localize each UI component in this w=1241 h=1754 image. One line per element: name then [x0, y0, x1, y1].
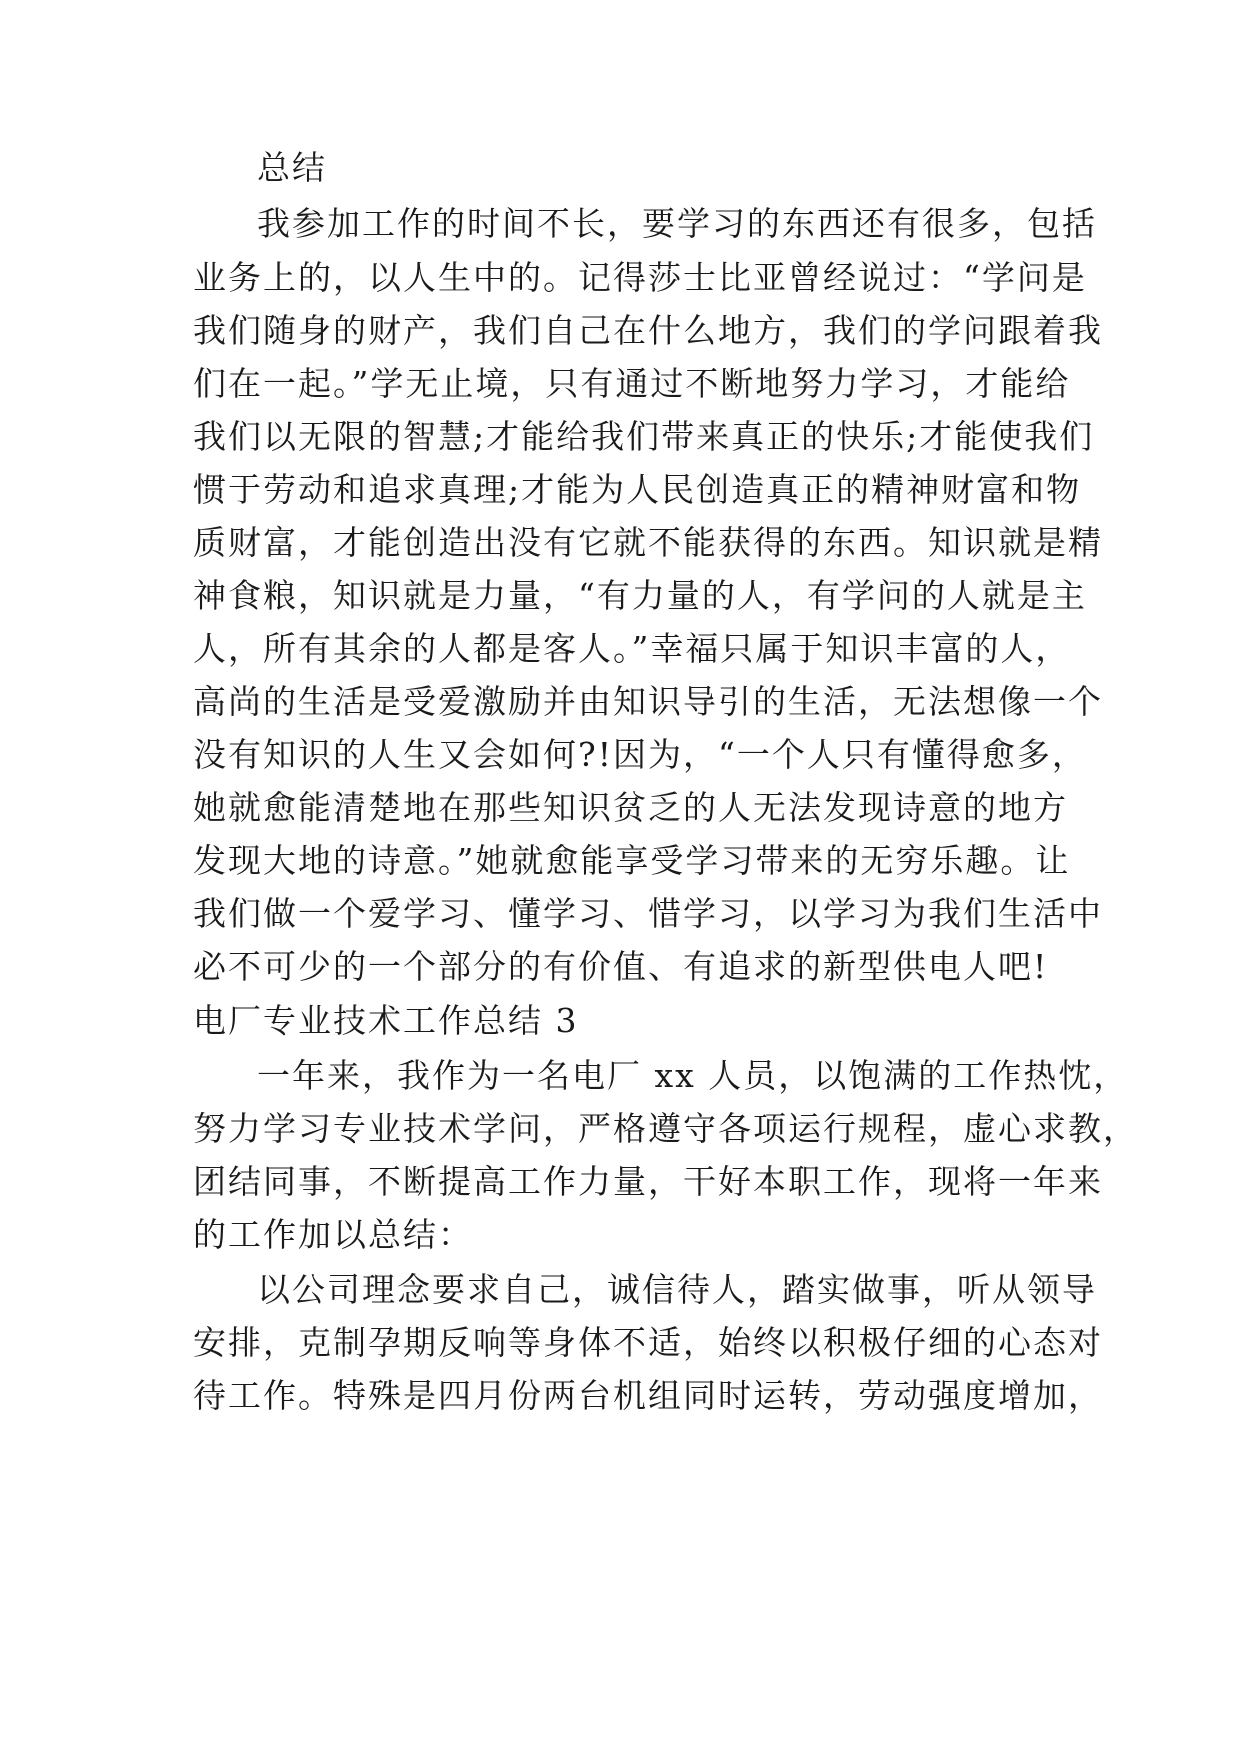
paragraph-line: 她就愈能清楚地在那些知识贫乏的人无法发现诗意的地方: [193, 788, 1068, 827]
paragraph-line: 业务上的，以人生中的。记得莎士比亚曾经说过：“学问是: [193, 258, 1087, 297]
paragraph-line: 没有知识的人生又会如何?!因为，“一个人只有懂得愈多，: [193, 735, 1087, 774]
paragraph-line: 们在一起。”学无止境，只有通过不断地努力学习，才能给: [193, 364, 1071, 403]
paragraph-line: 以公司理念要求自己，诚信待人，踏实做事，听从领导: [257, 1270, 1097, 1309]
paragraph-line: 待工作。特殊是四月份两台机组同时运转，劳动强度增加，: [193, 1376, 1103, 1415]
paragraph-line: 我们以无限的智慧;才能给我们带来真正的快乐;才能使我们: [193, 417, 1095, 456]
paragraph-line: 的工作加以总结：: [193, 1215, 473, 1254]
paragraph-line: 团结同事，不断提高工作力量，干好本职工作，现将一年来: [193, 1162, 1103, 1201]
section-heading-summary: 总结: [257, 148, 327, 187]
paragraph-line: 我们做一个爱学习、懂学习、惜学习，以学习为我们生活中: [193, 894, 1103, 933]
paragraph-line: 必不可少的一个部分的有价值、有追求的新型供电人吧!: [193, 947, 1049, 986]
paragraph-line: 惯于劳动和追求真理;才能为人民创造真正的精神财富和物: [193, 470, 1082, 509]
paragraph-line: 高尚的生活是受爱激励并由知识导引的生活，无法想像一个: [193, 682, 1103, 721]
section-title: 电厂专业技术工作总结 3: [193, 1001, 579, 1040]
paragraph-line: 我们随身的财产，我们自己在什么地方，我们的学问跟着我: [193, 311, 1103, 350]
paragraph-line: 发现大地的诗意。”她就愈能享受学习带来的无穷乐趣。让: [193, 841, 1071, 880]
paragraph-line: 神食粮，知识就是力量，“有力量的人，有学问的人就是主: [193, 576, 1087, 615]
paragraph-line: 安排，克制孕期反响等身体不适，始终以积极仔细的心态对: [193, 1323, 1103, 1362]
paragraph-line: 我参加工作的时间不长，要学习的东西还有很多，包括: [257, 204, 1097, 243]
paragraph-line: 质财富，才能创造出没有它就不能获得的东西。知识就是精: [193, 523, 1103, 562]
paragraph-line: 一年来，我作为一名电厂 xx 人员，以饱满的工作热忱，: [257, 1056, 1129, 1095]
paragraph-line: 人，所有其余的人都是客人。”幸福只属于知识丰富的人，: [193, 629, 1071, 668]
paragraph-line: 努力学习专业技术学问，严格遵守各项运行规程，虚心求教，: [193, 1109, 1138, 1148]
